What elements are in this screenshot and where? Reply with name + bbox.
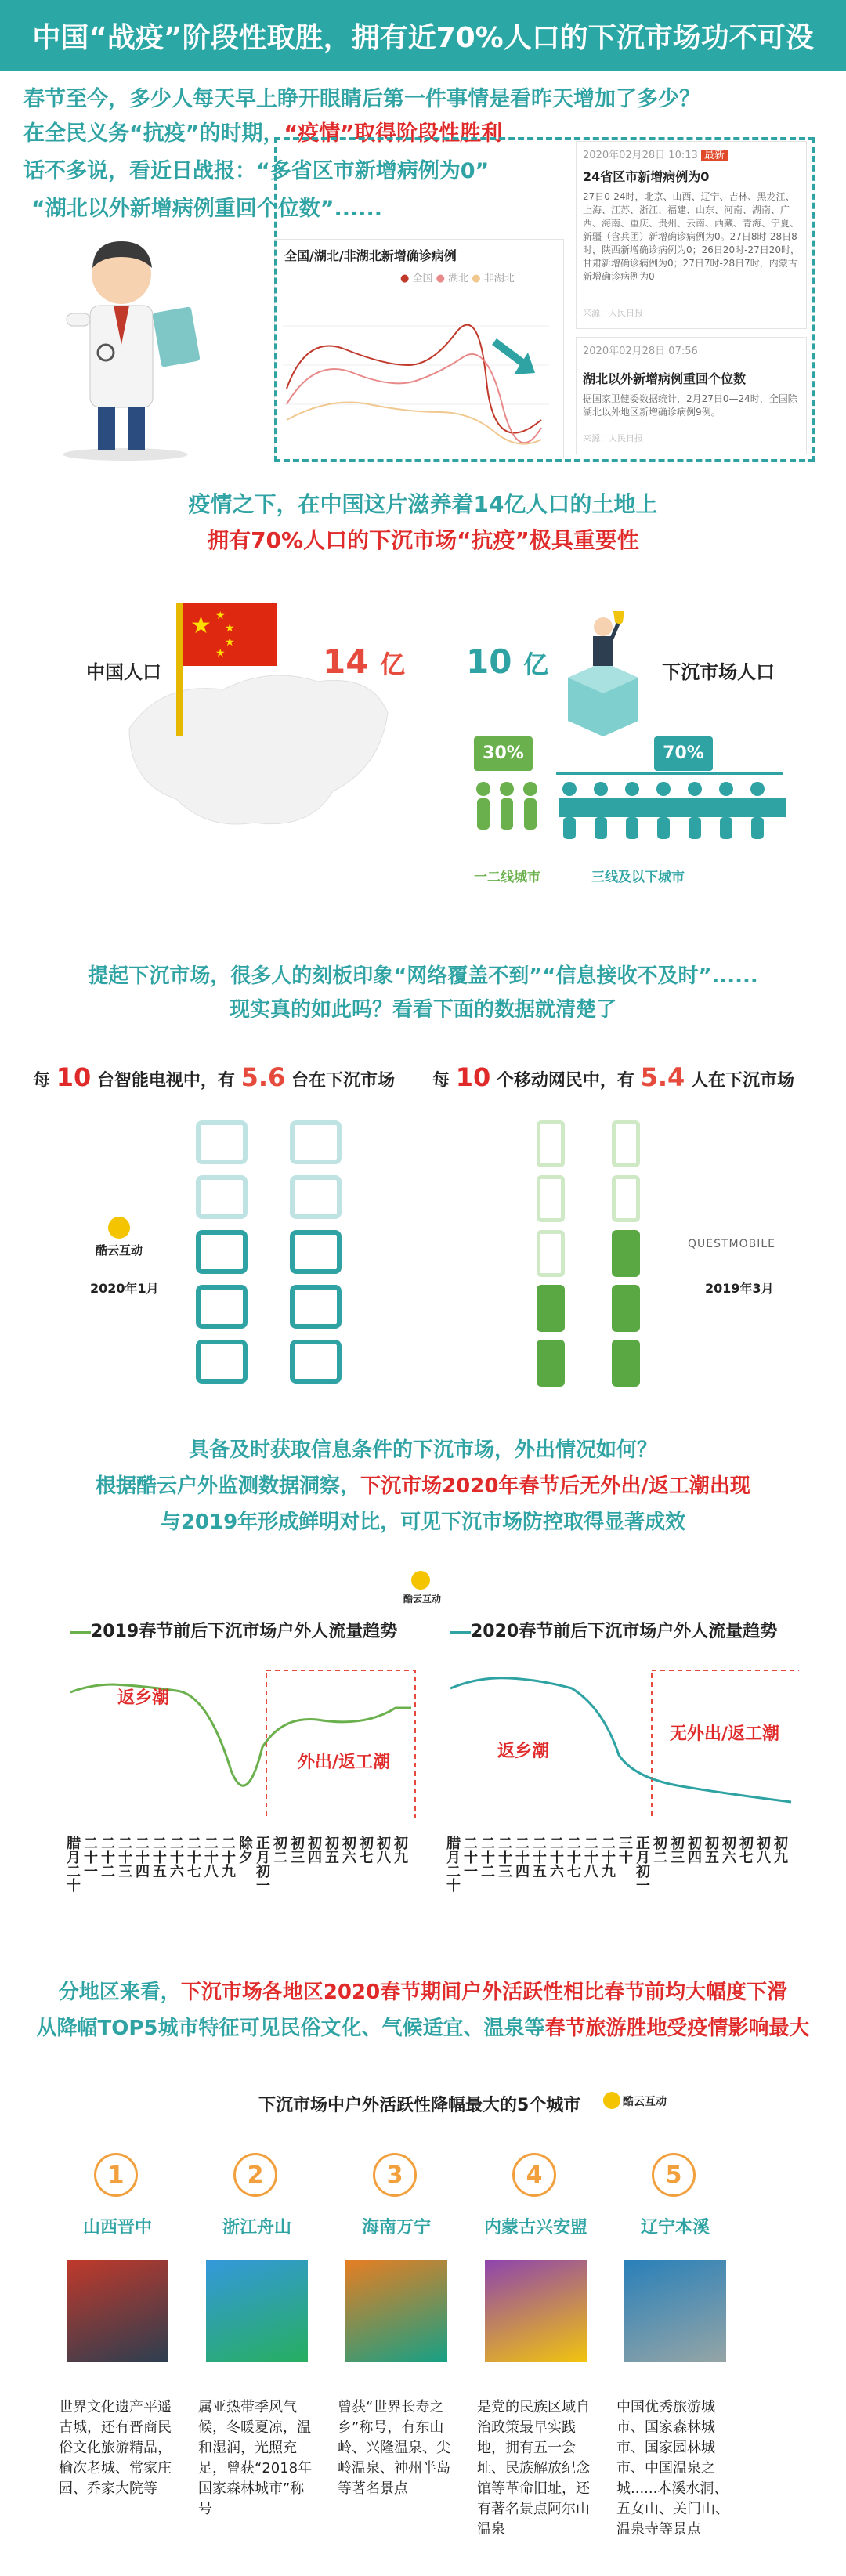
city-description: 曾获“世界长寿之乡”称号，有东山岭、兴隆温泉、尖岭温泉、神州半岛等著名景点 bbox=[338, 2399, 450, 2497]
news-card-1[interactable] bbox=[576, 141, 807, 329]
tv-icon bbox=[196, 1175, 248, 1219]
axis-tick-label: 二 十 一 bbox=[464, 1836, 478, 1880]
intro-line-1: 春节至今，多少人每天早上睁开眼睛后第一件事情是看昨天增加了多少？ bbox=[24, 87, 700, 111]
axis-tick-label: 正 月 初 一 bbox=[256, 1836, 270, 1894]
lower-market-label: 下沉市场人口 bbox=[662, 661, 775, 683]
axis-tick-label: 腊 月 二 十 bbox=[446, 1836, 461, 1894]
axis-tick-label: 三 十 bbox=[619, 1836, 633, 1866]
phone-icon bbox=[612, 1120, 640, 1167]
axis-tick-label: 初 四 bbox=[688, 1836, 702, 1866]
axis-tick-label: 二 十 七 bbox=[187, 1836, 201, 1880]
pct-left-badge: 30% bbox=[474, 736, 533, 771]
axis-tick-label: 初 三 bbox=[291, 1836, 305, 1866]
travel-q3: 与2019年形成鲜明对比，可见下沉市场防控取得显著成效 bbox=[160, 1511, 686, 1534]
tv-icon bbox=[196, 1285, 248, 1329]
axis-tick-label: 初 二 bbox=[653, 1836, 667, 1866]
page-title: 中国“战疫”阶段性取胜，拥有近70%人口的下沉市场功不可没 bbox=[0, 0, 846, 71]
city-photo bbox=[206, 2260, 308, 2362]
tv-icon bbox=[290, 1120, 342, 1164]
news-card-2-title: 湖北以外新增病例重回个位数 bbox=[583, 371, 747, 386]
axis-tick-label: 除 夕 bbox=[239, 1836, 253, 1866]
population-subtitle-1: 疫情之下，在中国这片滋养着14亿人口的土地上 bbox=[188, 491, 658, 517]
tv-icon bbox=[290, 1285, 342, 1329]
city-name: 浙江舟山 bbox=[222, 2218, 291, 2238]
china-population-value: 14 亿 bbox=[323, 642, 406, 681]
regions-line-1: 分地区来看，下沉市场各地区2020春节期间户外活跃性相比春节前均大幅度下滑 bbox=[58, 1981, 788, 2004]
date-right: 2019年3月 bbox=[705, 1281, 774, 1296]
tv-icon bbox=[196, 1230, 248, 1274]
axis-tick-label: 二 十 六 bbox=[170, 1836, 184, 1880]
pct-right-badge: 70% bbox=[654, 736, 713, 771]
phone-icon bbox=[612, 1285, 640, 1332]
china-map-illustration bbox=[114, 595, 406, 854]
svg-text:★: ★ bbox=[225, 636, 235, 649]
city-photo bbox=[624, 2260, 726, 2362]
lower-market-value: 10 亿 bbox=[466, 642, 549, 681]
reach-intro-1: 提起下沉市场，很多人的刻板印象“网络覆盖不到”“信息接收不及时”...... bbox=[88, 964, 758, 988]
news-card-1-title: 24省区市新增病例为0 bbox=[583, 169, 710, 184]
news-card-2-source: 来源：人民日报 bbox=[583, 433, 643, 443]
axis-tick-label: 二 十 五 bbox=[153, 1836, 167, 1880]
label-return-2020: 返乡潮 bbox=[497, 1742, 550, 1761]
label-out-2019: 外出/返工潮 bbox=[298, 1753, 391, 1772]
news-card-1-source: 来源：人民日报 bbox=[583, 308, 643, 318]
svg-text:★: ★ bbox=[215, 610, 226, 622]
label-return-2019: 返乡潮 bbox=[118, 1688, 170, 1708]
city-photo bbox=[67, 2260, 168, 2362]
news-card-2[interactable] bbox=[576, 337, 807, 454]
axis-tick-label: 二 十 二 bbox=[481, 1836, 495, 1880]
phone-icon bbox=[537, 1340, 565, 1387]
news-card-1-body: 27日0-24时，北京、山西、辽宁、吉林、黑龙江、上海、江苏、浙江、福建、山东、河南、湖南、广西、海南、重庆、贵州、云南、西藏、青海、宁夏、新疆（含兵团）新增确诊病例为0。27日8时-28日8时，陕西新增确诊病例为0；26日20时-27日20时，甘肃新增确诊病例为0；27日7时-28日7时，内蒙古新增确诊病例为0 bbox=[583, 191, 801, 282]
axis-tick-label: 二 十 五 bbox=[533, 1836, 547, 1880]
svg-text:★: ★ bbox=[215, 647, 226, 660]
city-rank-badge: 5 bbox=[652, 2153, 696, 2197]
people-icons bbox=[474, 780, 787, 850]
intro-line-4: “湖北以外新增病例重回个位数”...... bbox=[31, 197, 383, 221]
phone-icon bbox=[537, 1120, 565, 1167]
svg-text:★: ★ bbox=[190, 612, 212, 639]
brand-left: 酷云互动 bbox=[96, 1243, 143, 1257]
axis-tick-label: 初 九 bbox=[394, 1836, 408, 1866]
axis-tick-label: 二 十 一 bbox=[84, 1836, 98, 1880]
chart-2020-title: 2020春节前后下沉市场户外人流量趋势 bbox=[450, 1618, 777, 1642]
city-description: 世界文化遗产平遥古城，还有晋商民俗文化旅游精品，榆次老城、常家庄园、乔家大院等 bbox=[59, 2399, 172, 2497]
reach-intro-2: 现实真的如此吗？看看下面的数据就清楚了 bbox=[229, 998, 616, 1022]
travel-q1: 具备及时获取信息条件的下沉市场，外出情况如何？ bbox=[188, 1438, 657, 1462]
tv-icon bbox=[196, 1340, 248, 1384]
date-left: 2020年1月 bbox=[90, 1281, 159, 1296]
svg-text:★: ★ bbox=[225, 622, 235, 635]
axis-tick-label: 初 五 bbox=[325, 1836, 339, 1866]
regions-line-2: 从降幅TOP5城市特征可见民俗文化、气候适宜、温泉等春节旅游胜地受疫情影响最大 bbox=[36, 2017, 810, 2040]
intro-line-3: 话不多说，看近日战报：“多省区市新增病例为0” bbox=[24, 159, 490, 183]
axis-tick-label: 二 十 六 bbox=[550, 1836, 564, 1880]
axis-tick-label: 初 八 bbox=[377, 1836, 391, 1866]
phone-icon bbox=[612, 1340, 640, 1387]
brand-logo-icon bbox=[603, 2092, 620, 2109]
axis-tick-label: 初 四 bbox=[308, 1836, 322, 1866]
news-card-2-time: 2020年02月28日 07:56 bbox=[583, 346, 698, 357]
travel-brand: 酷云互动 bbox=[403, 1594, 442, 1605]
phone-icon bbox=[612, 1175, 640, 1222]
city-description: 中国优秀旅游城市、国家森林城市、国家园林城市、中国温泉之城......本溪水洞、五女山、关门山、温泉寺等景点 bbox=[616, 2399, 729, 2538]
cities-table-title: 下沉市场中户外活跃性降幅最大的5个城市 bbox=[258, 2096, 581, 2115]
axis-tick-label: 初 二 bbox=[273, 1836, 287, 1866]
tv-stat-line: 每 10 台智能电视中，有 5.6 台在下沉市场 bbox=[33, 1062, 395, 1092]
news-card-2-body: 据国家卫健委数据统计，2月27日0—24时，全国除湖北以外地区新增确诊病例9例。 bbox=[583, 393, 797, 418]
city-name: 辽宁本溪 bbox=[640, 2218, 710, 2238]
city-photo bbox=[345, 2260, 447, 2362]
brand-logo-icon bbox=[108, 1217, 130, 1239]
intro-line-2: 在全民义务“抗疫”的时期，“疫情”取得阶段性胜利 bbox=[24, 121, 502, 146]
city-description: 是党的民族区域自治政策最早实践地，拥有五一会址、民族解放纪念馆等革命旧址，还有著名景点阿尔山温泉 bbox=[477, 2399, 590, 2538]
axis-tick-label: 初 八 bbox=[757, 1836, 771, 1866]
axis-tick-label: 初 五 bbox=[705, 1836, 719, 1866]
china-population-label: 中国人口 bbox=[86, 661, 161, 683]
city-name: 内蒙古兴安盟 bbox=[483, 2218, 588, 2238]
brand-logo-icon bbox=[411, 1571, 430, 1590]
bracket-line bbox=[556, 772, 783, 775]
axis-tick-label: 初 九 bbox=[774, 1836, 788, 1866]
axis-tick-label: 二 十 八 bbox=[584, 1836, 598, 1880]
phone-icon bbox=[537, 1230, 565, 1277]
axis-tick-label: 初 六 bbox=[722, 1836, 736, 1866]
trend-chart-title: 全国/湖北/非湖北新增确诊病例 bbox=[284, 248, 457, 263]
brand-right: QUESTMOBILE bbox=[688, 1238, 776, 1250]
doctor-illustration bbox=[47, 227, 235, 462]
axis-tick-label: 二 十 二 bbox=[101, 1836, 115, 1880]
axis-tick-label: 初 六 bbox=[342, 1836, 356, 1866]
axis-tick-label: 二 十 三 bbox=[498, 1836, 512, 1880]
axis-tick-label: 二 十 八 bbox=[204, 1836, 219, 1880]
tv-icon bbox=[290, 1175, 342, 1219]
city-rank-badge: 1 bbox=[94, 2153, 138, 2197]
city-rank-badge: 3 bbox=[373, 2153, 417, 2197]
tv-icon-grid bbox=[196, 1120, 352, 1379]
city-photo bbox=[485, 2260, 587, 2362]
tv-icon bbox=[196, 1120, 248, 1164]
news-card-1-time: 2020年02月28日 10:13 最新 bbox=[583, 147, 728, 161]
city-name: 海南万宁 bbox=[361, 2218, 431, 2238]
axis-tick-label: 二 十 四 bbox=[136, 1836, 150, 1880]
label-none-2020: 无外出/返工潮 bbox=[670, 1724, 780, 1744]
city-rank-badge: 2 bbox=[233, 2153, 277, 2197]
trophy-person-illustration bbox=[560, 603, 646, 736]
phone-icon bbox=[537, 1285, 565, 1332]
travel-q2: 根据酷云户外监测数据洞察，下沉市场2020年春节后无外出/返工潮出现 bbox=[96, 1474, 750, 1498]
new-badge: 最新 bbox=[701, 150, 728, 161]
axis-tick-label: 二 十 四 bbox=[515, 1836, 530, 1880]
chart-2019-title: 2019春节前后下沉市场户外人流量趋势 bbox=[70, 1618, 397, 1642]
axis-tick-label: 二 十 九 bbox=[602, 1836, 616, 1880]
axis-tick-label: 初 七 bbox=[360, 1836, 374, 1866]
phone-icon-grid bbox=[537, 1120, 646, 1379]
city-name: 山西晋中 bbox=[82, 2218, 152, 2238]
tv-icon bbox=[290, 1340, 342, 1384]
phone-icon bbox=[537, 1175, 565, 1222]
tv-icon bbox=[290, 1230, 342, 1274]
city-description: 属亚热带季风气候，冬暖夏凉，温和湿润，光照充足，曾获“2018年国家森林城市”称号 bbox=[198, 2399, 313, 2517]
cat-right-label: 三线及以下城市 bbox=[591, 870, 685, 885]
axis-tick-label: 初 三 bbox=[671, 1836, 685, 1866]
city-rank-badge: 4 bbox=[512, 2153, 556, 2197]
cities-brand: 酷云互动 bbox=[623, 2096, 667, 2108]
axis-tick-label: 正 月 初 一 bbox=[636, 1836, 650, 1894]
population-subtitle-2: 拥有70%人口的下沉市场“抗疫”极具重要性 bbox=[207, 527, 639, 553]
axis-tick-label: 二 十 七 bbox=[567, 1836, 581, 1880]
axis-tick-label: 初 七 bbox=[739, 1836, 754, 1866]
mobile-stat-line: 每 10 个移动网民中，有 5.4 人在下沉市场 bbox=[432, 1062, 794, 1092]
axis-tick-label: 二 十 九 bbox=[222, 1836, 236, 1880]
trend-chart-legend: ● 全国 ● 湖北 ● 非湖北 bbox=[400, 273, 515, 284]
phone-icon bbox=[612, 1230, 640, 1277]
axis-tick-label: 二 十 三 bbox=[118, 1836, 132, 1880]
axis-tick-label: 腊 月 二 十 bbox=[67, 1836, 81, 1894]
cat-left-label: 一二线城市 bbox=[474, 870, 540, 885]
